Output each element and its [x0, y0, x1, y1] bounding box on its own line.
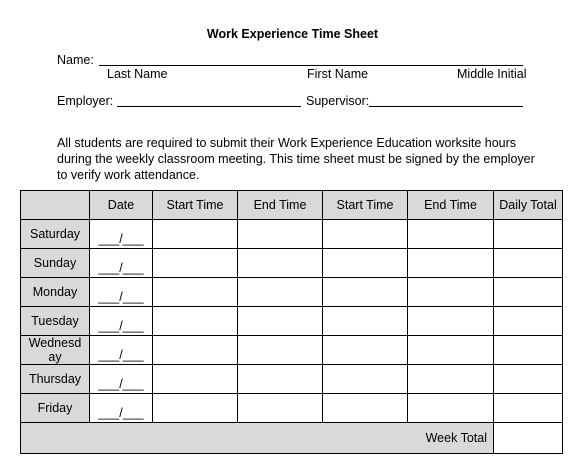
table-row	[21, 249, 563, 278]
header-day	[21, 191, 90, 220]
end-time-cell[interactable]	[408, 394, 494, 423]
end-time-cell[interactable]	[408, 220, 494, 249]
instructions-line: during the weekly classroom meeting. This time sheet must be signed by the employer	[57, 152, 535, 166]
start-time-cell[interactable]	[153, 365, 238, 394]
date-cell[interactable]: ___/___	[90, 278, 153, 307]
employer-field[interactable]	[117, 106, 301, 107]
daily-total-cell[interactable]	[494, 307, 563, 336]
employer-label: Employer:	[57, 94, 114, 108]
supervisor-label: Supervisor:	[306, 94, 370, 108]
end-time-cell[interactable]	[238, 220, 323, 249]
daily-total-cell[interactable]	[494, 394, 563, 423]
start-time-cell[interactable]	[323, 365, 408, 394]
start-time-cell[interactable]	[323, 278, 408, 307]
week-total-cell[interactable]	[494, 423, 563, 454]
instructions-paragraph	[57, 135, 537, 183]
end-time-cell[interactable]	[238, 307, 323, 336]
date-cell[interactable]: ___/___	[90, 365, 153, 394]
start-time-cell[interactable]	[323, 394, 408, 423]
table-row	[21, 278, 563, 307]
start-time-cell[interactable]	[153, 278, 238, 307]
week-total-row	[21, 423, 563, 454]
header-date: Date	[90, 191, 153, 220]
week-total-label: Week Total	[21, 423, 494, 454]
day-label: Tuesday	[21, 307, 90, 336]
daily-total-cell[interactable]	[494, 220, 563, 249]
end-time-cell[interactable]	[238, 278, 323, 307]
header-row	[21, 191, 563, 220]
end-time-cell[interactable]	[408, 365, 494, 394]
table-row	[21, 394, 563, 423]
date-cell[interactable]: ___/___	[90, 220, 153, 249]
day-label: Thursday	[21, 365, 90, 394]
end-time-cell[interactable]	[408, 249, 494, 278]
header-end-time-2: End Time	[408, 191, 494, 220]
form-title: Work Experience Time Sheet	[206, 27, 379, 41]
name-field[interactable]	[99, 65, 523, 66]
date-cell[interactable]: ___/___	[90, 336, 153, 365]
start-time-cell[interactable]	[323, 336, 408, 365]
instructions-line: All students are required to submit their Work Experience Education worksite hours	[57, 136, 517, 150]
header-daily-total: Daily Total	[494, 191, 563, 220]
table-row	[21, 365, 563, 394]
end-time-cell[interactable]	[408, 336, 494, 365]
end-time-cell[interactable]	[408, 307, 494, 336]
end-time-cell[interactable]	[238, 336, 323, 365]
date-cell[interactable]: ___/___	[90, 249, 153, 278]
timesheet-table	[20, 190, 563, 454]
date-cell[interactable]: ___/___	[90, 307, 153, 336]
header-end-time: End Time	[238, 191, 323, 220]
start-time-cell[interactable]	[153, 336, 238, 365]
header-start-time: Start Time	[153, 191, 238, 220]
daily-total-cell[interactable]	[494, 278, 563, 307]
daily-total-cell[interactable]	[494, 365, 563, 394]
middle-initial-caption: Middle Initial	[457, 67, 527, 81]
start-time-cell[interactable]	[153, 220, 238, 249]
table-row	[21, 336, 563, 365]
last-name-caption: Last Name	[107, 67, 168, 81]
start-time-cell[interactable]	[323, 249, 408, 278]
start-time-cell[interactable]	[153, 394, 238, 423]
header-start-time-2: Start Time	[323, 191, 408, 220]
day-label: Friday	[21, 394, 90, 423]
instructions-line: to verify work attendance.	[57, 168, 200, 182]
day-label: Sunday	[21, 249, 90, 278]
start-time-cell[interactable]	[323, 307, 408, 336]
daily-total-cell[interactable]	[494, 249, 563, 278]
name-label: Name:	[57, 53, 94, 67]
start-time-cell[interactable]	[153, 249, 238, 278]
start-time-cell[interactable]	[323, 220, 408, 249]
supervisor-field[interactable]	[369, 106, 523, 107]
start-time-cell[interactable]	[153, 307, 238, 336]
end-time-cell[interactable]	[238, 249, 323, 278]
table-row	[21, 307, 563, 336]
day-label: Monday	[21, 278, 90, 307]
table-row	[21, 220, 563, 249]
daily-total-cell[interactable]	[494, 336, 563, 365]
end-time-cell[interactable]	[238, 394, 323, 423]
day-label: Wednesday	[21, 336, 90, 365]
first-name-caption: First Name	[307, 67, 369, 81]
date-cell[interactable]: ___/___	[90, 394, 153, 423]
day-label: Saturday	[21, 220, 90, 249]
end-time-cell[interactable]	[238, 365, 323, 394]
end-time-cell[interactable]	[408, 278, 494, 307]
